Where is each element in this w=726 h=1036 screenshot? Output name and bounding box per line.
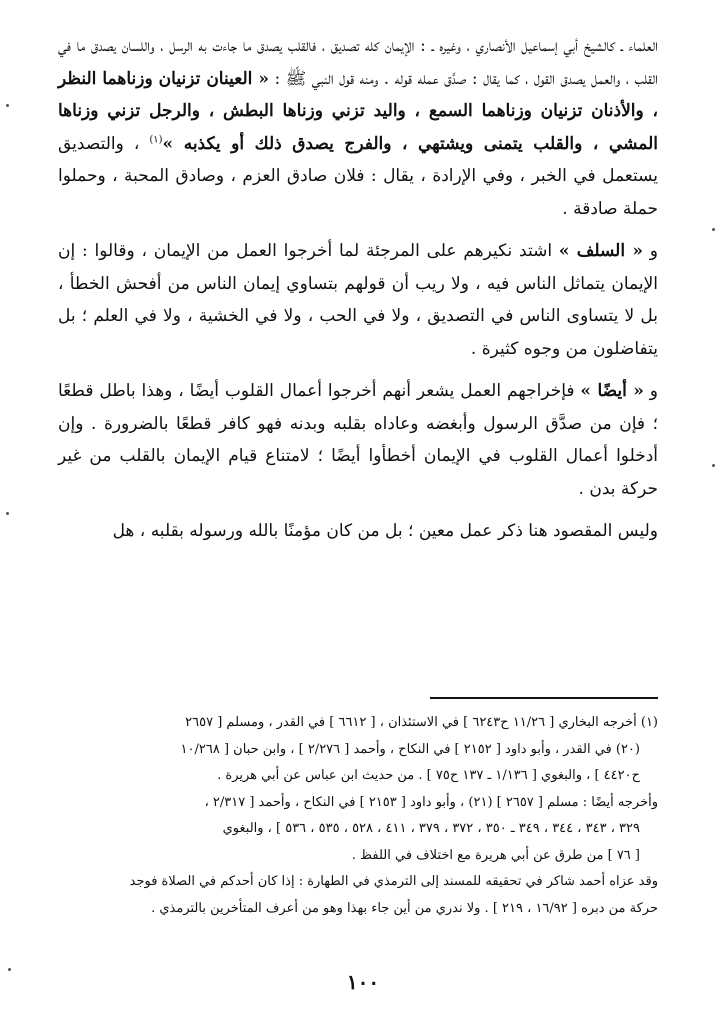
scan-speck [6, 104, 9, 107]
page-number: ١٠٠ [346, 970, 380, 994]
salaf-term: « السلف » [558, 241, 643, 261]
scan-speck [6, 512, 9, 515]
footnote-line: وأخرجه أيضًا : مسلم [ ٢٦٥٧ ] (٢١) ، وأبو داود [ ٢١٥٣ ] في النكاح ، وأحمد [ ٢/٣١٧ ، [204, 794, 658, 810]
paragraph-2 [58, 235, 658, 365]
footnote-line: [ ٧٦ ] من طرق عن أبي هريرة مع اختلاف في اللفظ . [351, 847, 640, 863]
main-body-text [58, 30, 658, 548]
paragraph-4 [58, 515, 658, 548]
paragraph-4-text: وليس المقصود هنا ذكر عمل معين ؛ بل من كان مؤمنًا بالله ورسوله بقلبه ، هل [112, 521, 658, 541]
footnote-line: وقد عزاه أحمد شاكر في تحقيقه للمسند إلى الترمذي في الطهارة : إذا كان أحدكم في الصلاة فوجد [129, 874, 658, 889]
footnote-line: (١) أخرجه البخاري [ ١١/٢٦ ح٦٢٤٣ ] في الاستئذان ، [ ٦٦١٢ ] في القدر ، ومسلم [ ٢٦٥٧ [185, 715, 658, 730]
scan-speck [712, 464, 715, 467]
paragraph-3-lead: و [643, 381, 658, 401]
footnotes-section [58, 710, 658, 922]
footnote-reference: (١) [149, 133, 163, 145]
paragraph-1-text: العلماء ـ كالشيخ أبي إسماعيل الأنصاري ، وغيره ـ : الإيمان كله تصديق ، فالقلب يصدق ما جاءت به الرسل ، واللسان يصدق ما في القلب ، والعمل يصدق القول ، كما يقال : صدَّق عمله قوله . ومنه قول النبي ﷺ : [58, 36, 659, 89]
scan-speck [712, 228, 715, 231]
footnote-separator [430, 697, 658, 699]
paragraph-2-text: اشتد نكيرهم على المرجئة لما أخرجوا العمل من الإيمان ، وقالوا : إن الإيمان يتماثل الناس فيه ، ولا ريب أن قولهم بتساوي إيمان الناس من أفحش الخطأ ، بل لا يتساوى الناس في التصديق ، ولا في الحب ، ولا في الخشية ، ولا في العلم ؛ بل يتفاضلون من وجوه كثيرة . [58, 241, 658, 359]
paragraph-1 [58, 30, 658, 225]
paragraph-2-lead: و [642, 241, 658, 261]
paragraph-3-text: فإخراجهم العمل يشعر أنهم أخرجوا أعمال القلوب أيضًا ، وهذا باطل قطعًا ؛ فإن من صدَّق الرسول وأبغضه وعاداه بقلبه وبدنه فهو كافر قطعًا بالضرورة . وإن أدخلوا أعمال القلوب في الإيمان أخطأوا أيضًا ؛ لامتناع قيام الإيمان بالقلب من غير حركة بدن . [58, 381, 658, 499]
footnote-line: حركة من دبره [ ١٦/٩٢ ، ٢١٩ ] . ولا ندري من أين جاء بهذا وهو من أعرف المتأخرين بالترمذي . [151, 900, 658, 916]
hadith-quote: « العينان تزنيان وزناهما النظر ، والأذنان تزنيان وزناهما السمع ، واليد تزني وزناها البطش ، والرجل تزني وزناها المشي ، والقلب يتمنى ويشتهي ، والفرج يصدق ذلك أو يكذبه » [58, 68, 658, 154]
footnote-line: (٢٠) في القدر ، وأبو داود [ ٢١٥٢ ] في النكاح ، وأحمد [ ٢/٢٧٦ ] ، وابن حبان [ ١٠/٢٦٨ [180, 741, 640, 757]
footnote-line: ٣٢٩ ، ٣٤٣ ، ٣٤٤ ، ٣٤٩ ـ ٣٥٠ ، ٣٧٢ ، ٣٧٩ ، ٤١١ ، ٥٢٨ ، ٥٣٥ ، ٥٣٦ ] ، والبغوي [222, 821, 640, 836]
footnote-line: ح٤٤٢٠ ] ، والبغوي [ ١/١٣٦ ـ ١٣٧ ح٧٥ ] . من حديث ابن عباس عن أبي هريرة . [217, 768, 640, 783]
scan-speck [8, 968, 11, 971]
aydan-term: « أيضًا » [580, 381, 644, 401]
paragraph-1-text-end: ، والتصديق يستعمل في الخبر ، وفي الإرادة ، يقال : فلان صادق العزم ، وصادق المحبة ، وحملوا حملة صادقة . [58, 133, 658, 219]
paragraph-3 [58, 375, 658, 505]
